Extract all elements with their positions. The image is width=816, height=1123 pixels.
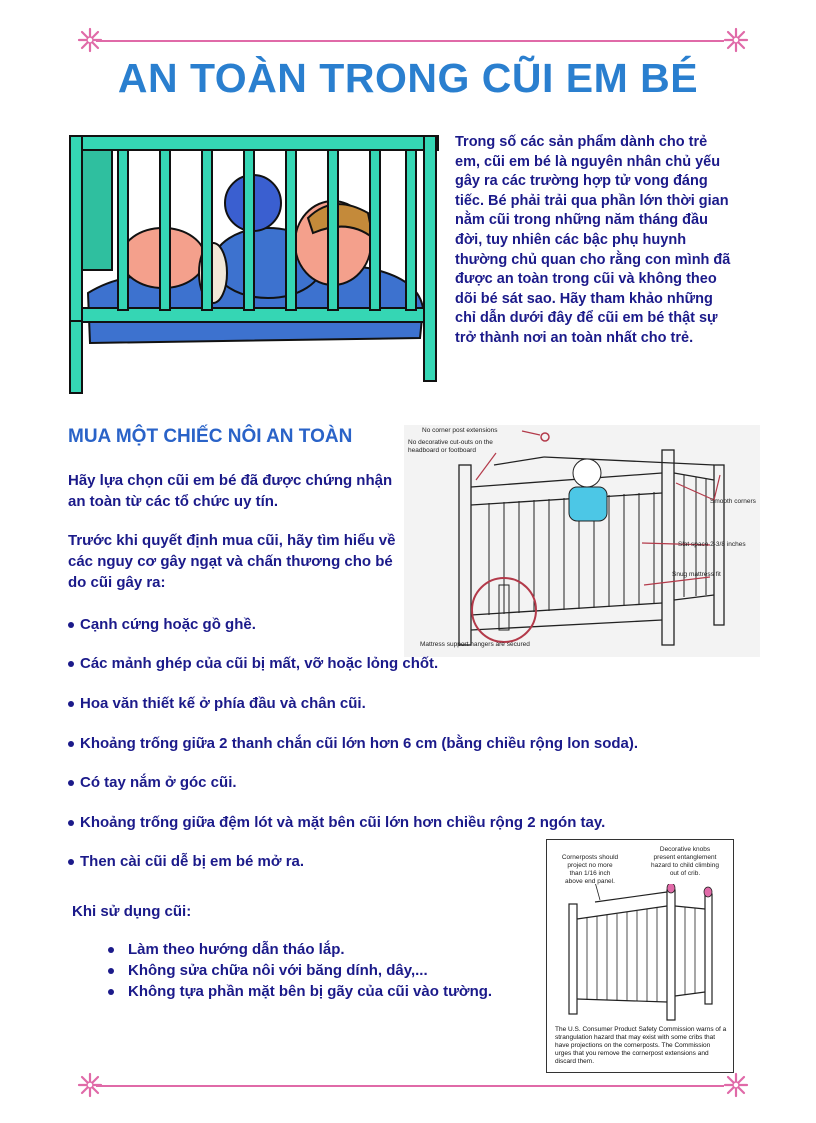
list-item: Có tay nắm ở góc cũi. <box>68 774 237 791</box>
page-title: AN TOÀN TRONG CŨI EM BÉ <box>117 55 699 101</box>
label-snug-mattress: Snug mattress fit <box>672 571 721 578</box>
bullet-icon <box>68 780 74 786</box>
safe-crib-diagram <box>404 425 760 657</box>
cornerpost-warning-diagram <box>546 839 734 1073</box>
section-heading: MUA MỘT CHIẾC NÔI AN TOÀN <box>68 426 353 447</box>
label-smooth-corners: Smooth corners <box>710 498 756 505</box>
diagram-caption: The U.S. Consumer Product Safety Commission warns of a strangulation hazard that may exist with some cribs that have projections on the cornerposts. The Commission urges that you remove the cornerpost extensions and discard them. <box>555 1026 727 1065</box>
top-divider <box>96 40 724 42</box>
flower-ornament-icon <box>722 26 750 54</box>
bullet-icon <box>68 820 74 826</box>
paragraph: Trước khi quyết định mua cũi, hãy tìm hiểu về các nguy cơ gây ngạt và chấn thương cho bé do cũi gây ra: <box>68 532 396 591</box>
bullet-icon <box>108 989 114 995</box>
paragraph: Hãy lựa chọn cũi em bé đã được chứng nhận an toàn từ các tổ chức uy tín. <box>68 472 393 510</box>
list-item: Không tựa phần mặt bên bị gãy của cũi vào tường. <box>108 983 492 1000</box>
section-heading: Khi sử dụng cũi: <box>72 903 192 920</box>
label-corner-post: No corner post extensions <box>422 427 498 434</box>
label-slat-space: Slat space 2-3/8 inches <box>678 541 746 548</box>
list-item: Các mảnh ghép của cũi bị mất, vỡ hoặc lỏng chốt. <box>68 655 438 672</box>
list-item: Không sửa chữa nôi với băng dính, dây,... <box>108 962 428 979</box>
baby-in-crib-illustration <box>68 128 440 398</box>
list-item: Khoảng trống giữa 2 thanh chắn cũi lớn hơn 6 cm (bằng chiều rộng lon soda). <box>68 735 638 752</box>
flower-ornament-icon <box>76 26 104 54</box>
label-mattress-hangers: Mattress support hangers are secured <box>420 641 530 648</box>
list-item: Làm theo hướng dẫn tháo lắp. <box>108 941 345 958</box>
bullet-icon <box>68 741 74 747</box>
bottom-divider <box>96 1085 724 1087</box>
list-item: Then cài cũi dễ bị em bé mở ra. <box>68 853 304 870</box>
bullet-icon <box>68 859 74 865</box>
flower-ornament-icon <box>722 1071 750 1099</box>
bullet-icon <box>68 701 74 707</box>
label-cutouts: No decorative cut-outs on the headboard or footboard <box>408 439 493 454</box>
list-item: Khoảng trống giữa đệm lót và mặt bên cũi lớn hơn chiều rộng 2 ngón tay. <box>68 814 605 831</box>
list-item: Hoa văn thiết kế ở phía đầu và chân cũi. <box>68 695 366 712</box>
bullet-icon <box>68 622 74 628</box>
label-decorative-knobs: Decorative knobs present entanglement hazard to child climbing out of crib. <box>651 846 719 877</box>
crib-line-drawing <box>555 884 727 1024</box>
list-item: Cạnh cứng hoặc gồ ghề. <box>68 616 256 633</box>
flower-ornament-icon <box>76 1071 104 1099</box>
bullet-icon <box>68 661 74 667</box>
bullet-icon <box>108 968 114 974</box>
bullet-icon <box>108 947 114 953</box>
intro-paragraph: Trong số các sản phẩm dành cho trẻ em, cũi em bé là nguyên nhân chủ yếu gây ra các trường hợp tử vong đáng tiếc. Bé phải trải qua phần lớn thời gian nằm cũi trong những năm tháng đầu đời, tuy nhiên các bậc phụ huynh thường chủ quan cho rằng con mình đã được an toàn trong cũi và không theo dõi bé sát sao. Hãy tham khảo những chỉ dẫn dưới đây để cũi em bé thật sự trở thành nơi an toàn nhất cho trẻ. <box>455 134 731 346</box>
label-cornerposts: Cornerposts should project no more than 1/16 inch above end panel. <box>561 854 619 885</box>
